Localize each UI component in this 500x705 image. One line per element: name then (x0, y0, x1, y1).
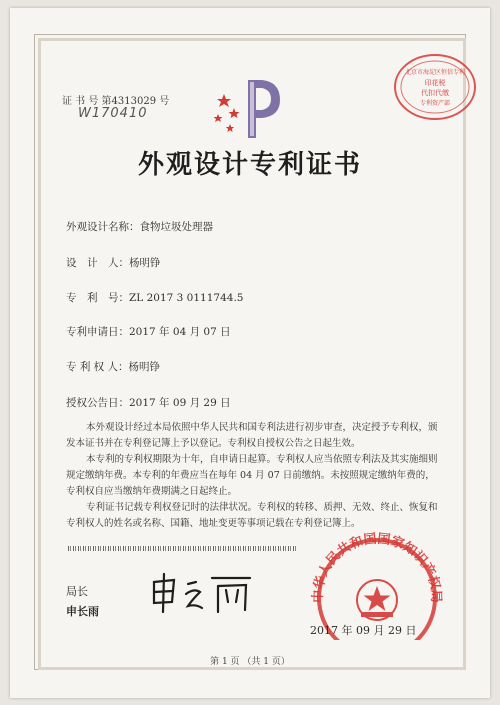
patent-office-emblem-icon (210, 72, 290, 142)
seal-date: 2017 年 09 月 29 日 (310, 624, 417, 637)
svg-text:代扣代缴: 代扣代缴 (421, 89, 449, 97)
signatory-name: 申长雨 (66, 605, 99, 618)
field-patent-number: 专 利 号：ZL 2017 3 0111744.5 (66, 292, 244, 304)
certificate-title: 外观设计专利证书 (137, 150, 362, 180)
signatory-role: 局长 (66, 585, 88, 598)
svg-text:印花税: 印花税 (424, 79, 446, 87)
field-design-name: 外观设计名称：食物垃圾处理器 (66, 221, 213, 233)
svg-text:北京市海淀区恒信专利: 北京市海淀区恒信专利 (404, 69, 466, 76)
handwritten-note: W170410 (78, 106, 148, 121)
field-filing-date: 专利申请日：2017 年 04 月 07 日 (66, 326, 231, 338)
tax-stamp-icon (392, 52, 478, 122)
svg-text:中华人民共和国国家知识产权局: 中华人民共和国国家知识产权局 (310, 531, 444, 604)
field-designer: 设 计 人：杨明铮 (66, 257, 161, 269)
svg-text:专利资产部: 专利资产部 (419, 100, 451, 107)
paragraph-register: 专利证书记载专利权登记时的法律状况。专利权的转移、质押、无效、终止、恢复和专利权人的姓名或名称、国籍、地址变更等事项记载在专利登记簿上。 (66, 502, 438, 529)
paragraph-grant: 本外观设计经过本局依照中华人民共和国专利法进行初步审查，决定授予专利权，颁发本证书并在专利登记簿上予以登记。专利权自授权公告之日起生效。 (66, 422, 438, 449)
certificate-number: 证 书 号 第4313029 号 (62, 96, 170, 107)
paragraph-term: 本专利的专利权期限为十年，自申请日起算。专利权人应当依照专利法及其实施细则规定缴纳年费。本专利的年费应当在每年 04 月 07 日前缴纳。未按照规定缴纳年费的，专利权自应当缴纳年费期满之日起终止。 (66, 454, 438, 497)
field-grant-date: 授权公告日：2017 年 09 月 29 日 (66, 397, 231, 409)
handwritten-signature (148, 570, 258, 616)
page-footer: 第 1 页 （共 1 页） (210, 657, 290, 667)
barcode (68, 546, 298, 551)
field-patentee: 专 利 权 人：杨明铮 (66, 361, 161, 373)
